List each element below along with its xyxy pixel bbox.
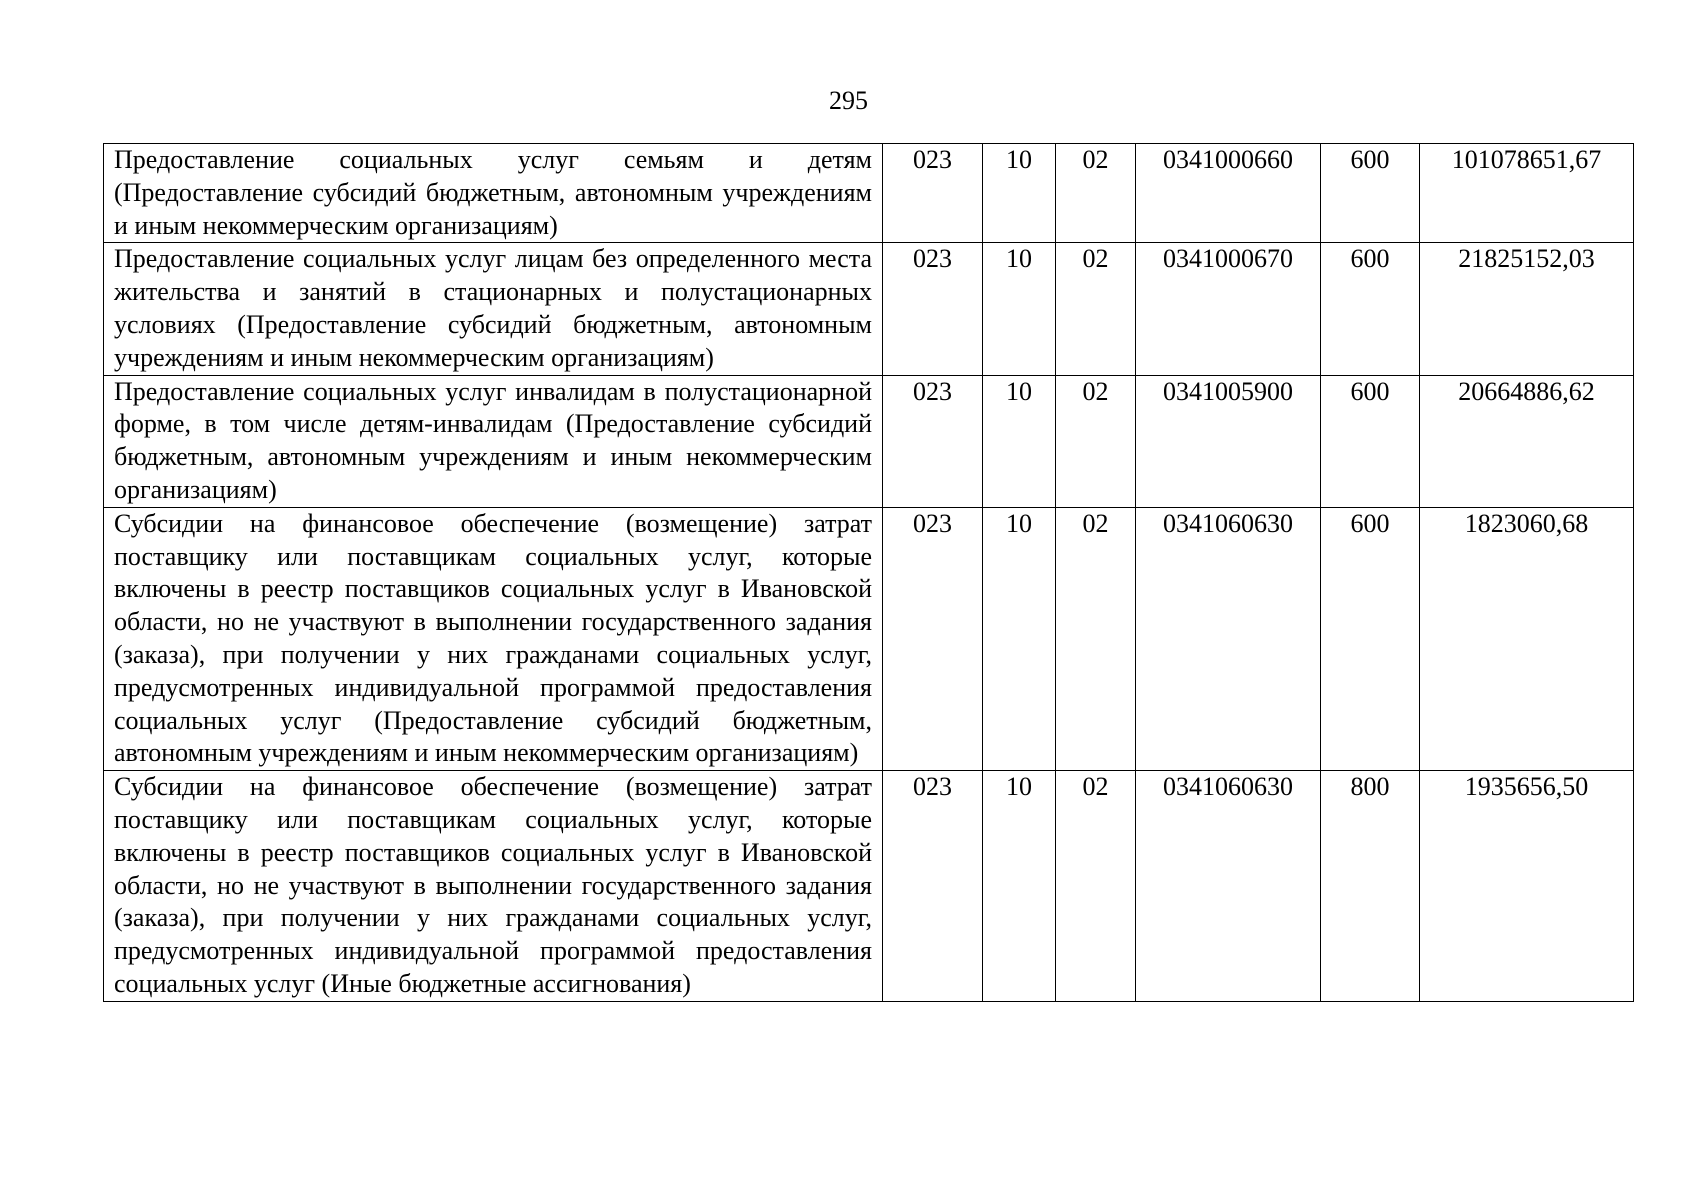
admin-code-cell: 023	[883, 243, 983, 375]
amount-cell: 101078651,67	[1420, 144, 1634, 243]
subsection-cell: 02	[1056, 375, 1136, 507]
subsection-cell: 02	[1056, 243, 1136, 375]
table-row	[104, 243, 1634, 375]
expense-type-cell: 600	[1321, 243, 1420, 375]
target-article-cell: 0341000670	[1136, 243, 1321, 375]
expense-type-cell: 600	[1321, 507, 1420, 770]
target-article-cell: 0341060630	[1136, 507, 1321, 770]
section-cell: 10	[983, 243, 1056, 375]
section-cell: 10	[983, 771, 1056, 1002]
expense-type-cell: 600	[1321, 375, 1420, 507]
amount-cell: 21825152,03	[1420, 243, 1634, 375]
page-number: 295	[829, 86, 868, 115]
section-cell: 10	[983, 507, 1056, 770]
row-description: Предоставление социальных услуг лицам без определенного места жительства и занятий в стационарных и полустационарных условиях (Предоставление субсидий бюджетным, автономным учреждениям и иным некоммерческим организациям)	[104, 243, 883, 375]
expense-type-cell: 800	[1321, 771, 1420, 1002]
subsection-cell: 02	[1056, 771, 1136, 1002]
target-article-cell: 0341005900	[1136, 375, 1321, 507]
row-description: Предоставление социальных услуг инвалидам в полустационарной форме, в том числе детям-инвалидам (Предоставление субсидий бюджетным, автономным учреждениям и иным некоммерческим организациям)	[104, 375, 883, 507]
table-row	[104, 144, 1634, 243]
amount-cell: 1823060,68	[1420, 507, 1634, 770]
row-description: Предоставление социальных услуг семьям и детям (Предоставление субсидий бюджетным, автономным учреждениям и иным некоммерческим организациям)	[104, 144, 883, 243]
amount-cell: 20664886,62	[1420, 375, 1634, 507]
row-description: Субсидии на финансовое обеспечение (возмещение) затрат поставщику или поставщикам социальных услуг, которые включены в реестр поставщиков социальных услуг в Ивановской области, но не участвуют в выполнении государственного задания (заказа), при получении у них гражданами социальных услуг, предусмотренных индивидуальной программой предоставления социальных услуг (Иные бюджетные ассигнования)	[104, 771, 883, 1002]
subsection-cell: 02	[1056, 507, 1136, 770]
table-row	[104, 507, 1634, 770]
subsection-cell: 02	[1056, 144, 1136, 243]
budget-table	[103, 143, 1634, 1002]
admin-code-cell: 023	[883, 507, 983, 770]
section-cell: 10	[983, 144, 1056, 243]
table-row	[104, 771, 1634, 1002]
target-article-cell: 0341000660	[1136, 144, 1321, 243]
table-row	[104, 375, 1634, 507]
target-article-cell: 0341060630	[1136, 771, 1321, 1002]
row-description: Субсидии на финансовое обеспечение (возмещение) затрат поставщику или поставщикам социальных услуг, которые включены в реестр поставщиков социальных услуг в Ивановской области, но не участвуют в выполнении государственного задания (заказа), при получении у них гражданами социальных услуг, предусмотренных индивидуальной программой предоставления социальных услуг (Предоставление субсидий бюджетным, автономным учреждениям и иным некоммерческим организациям)	[104, 507, 883, 770]
section-cell: 10	[983, 375, 1056, 507]
expense-type-cell: 600	[1321, 144, 1420, 243]
admin-code-cell: 023	[883, 375, 983, 507]
admin-code-cell: 023	[883, 771, 983, 1002]
amount-cell: 1935656,50	[1420, 771, 1634, 1002]
admin-code-cell: 023	[883, 144, 983, 243]
